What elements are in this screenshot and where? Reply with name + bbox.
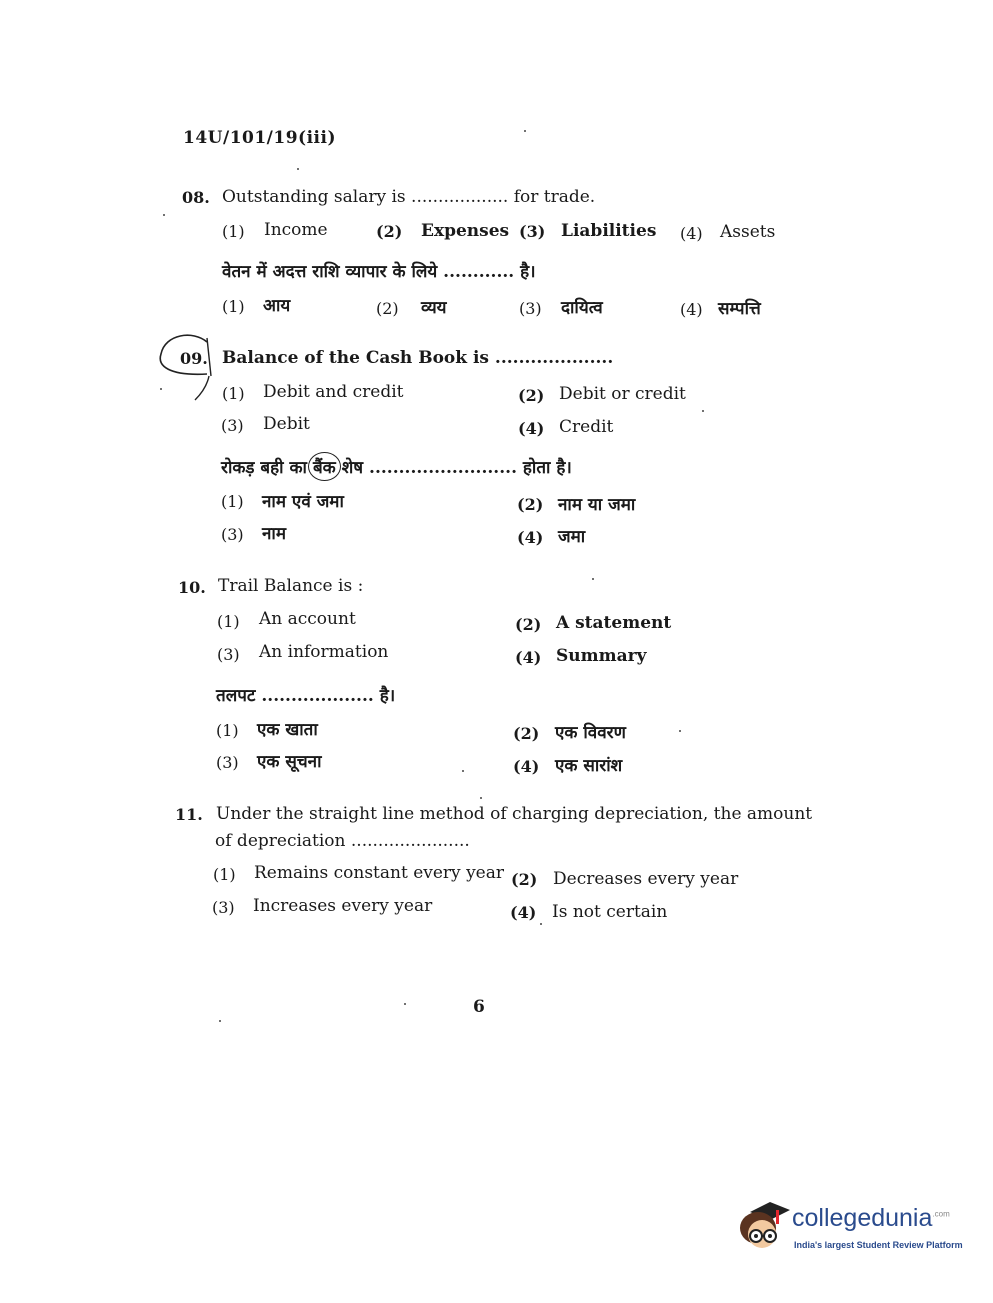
- option-number: (4): [680, 300, 703, 319]
- option-number: (3): [212, 898, 235, 917]
- scan-speck: [160, 388, 162, 390]
- option-text-hindi: एक सूचना: [257, 752, 322, 772]
- scan-speck: [524, 130, 526, 132]
- option-text: Credit: [559, 417, 614, 437]
- option-text: A statement: [556, 613, 672, 633]
- option-text: Increases every year: [253, 896, 433, 916]
- option-number: (1): [213, 865, 236, 884]
- scan-speck: [462, 770, 464, 772]
- option-number: (1): [222, 222, 245, 241]
- hindi-text-after: शेष ......................... होता है।: [341, 458, 572, 478]
- question-text: Balance of the Cash Book is ....................: [222, 348, 614, 368]
- option-text-hindi: एक खाता: [257, 720, 318, 740]
- option-text-hindi: एक सारांश: [555, 756, 623, 776]
- option-text: Decreases every year: [553, 869, 739, 889]
- option-text: Summary: [556, 646, 647, 666]
- question-text-line-2: of depreciation ......................: [215, 831, 470, 851]
- question-text: Trail Balance is :: [218, 576, 364, 596]
- option-number: (4): [510, 903, 537, 922]
- option-text: Liabilities: [561, 221, 657, 241]
- option-text: Debit: [263, 414, 310, 434]
- brand-name: [792, 1204, 950, 1233]
- option-text: Expenses: [421, 221, 510, 241]
- mascot-logo-icon: [736, 1196, 792, 1256]
- scan-speck: [540, 923, 542, 925]
- question-text-hindi: तलपट ................... है।: [216, 686, 396, 706]
- paper-code: 14U/101/19(iii): [183, 128, 337, 148]
- option-number: (4): [513, 757, 540, 776]
- option-number: (1): [221, 492, 244, 511]
- scan-speck: [219, 1020, 221, 1022]
- option-number: (1): [217, 612, 240, 631]
- page-number: 6: [473, 997, 485, 1017]
- circled-word: बैंक: [308, 452, 341, 481]
- option-text: Income: [264, 220, 328, 240]
- brand-label: collegedunia: [792, 1204, 933, 1232]
- option-number: (3): [519, 299, 542, 318]
- option-number: (2): [515, 615, 542, 634]
- scan-speck: [404, 1003, 406, 1005]
- option-text: Remains constant every year: [254, 863, 504, 883]
- option-text-hindi: सम्पत्ति: [718, 299, 761, 319]
- option-text-hindi: आय: [263, 296, 291, 316]
- question-number: 11.: [175, 805, 203, 824]
- option-number: (3): [519, 222, 546, 241]
- question-number: 10.: [178, 578, 206, 597]
- option-text-hindi: नाम या जमा: [558, 495, 636, 515]
- option-number: (2): [511, 870, 538, 889]
- scan-speck: [480, 797, 482, 799]
- scan-speck: [702, 410, 704, 412]
- option-number: (2): [513, 724, 540, 743]
- option-text: An account: [259, 609, 356, 629]
- option-number: (1): [216, 721, 239, 740]
- option-number: (2): [376, 299, 399, 318]
- option-number: (2): [376, 222, 403, 241]
- question-text-line-1: Under the straight line method of charging depreciation, the amount: [216, 804, 813, 824]
- option-number: (4): [515, 648, 542, 667]
- brand-suffix: .com: [932, 1209, 950, 1219]
- option-number: (2): [518, 386, 545, 405]
- question-number: 08.: [182, 188, 210, 207]
- scan-speck: [297, 168, 299, 170]
- option-text: An information: [259, 642, 389, 662]
- option-number: (1): [222, 384, 245, 403]
- question-text: Outstanding salary is .................. for trade.: [222, 187, 596, 207]
- collegedunia-watermark: [736, 1196, 966, 1262]
- option-text: Debit or credit: [559, 384, 686, 404]
- question-text-hindi: [221, 455, 572, 478]
- question-number: 09.: [180, 349, 208, 368]
- option-number: (4): [517, 528, 544, 547]
- option-text-hindi: नाम एवं जमा: [262, 492, 344, 512]
- option-number: (4): [518, 419, 545, 438]
- option-text-hindi: दायित्व: [561, 298, 603, 318]
- hindi-text-before: रोकड़ बही का: [221, 458, 307, 478]
- option-text: Is not certain: [552, 902, 668, 922]
- brand-tagline: India's largest Student Review Platform: [794, 1240, 963, 1250]
- option-text-hindi: व्यय: [421, 298, 447, 318]
- question-text-hindi: वेतन में अदत्त राशि व्यापार के लिये ............ है।: [222, 262, 536, 282]
- scan-speck: [592, 578, 594, 580]
- option-text: Assets: [720, 222, 776, 242]
- option-number: (1): [222, 297, 245, 316]
- option-number: (3): [216, 753, 239, 772]
- option-text: Debit and credit: [263, 382, 404, 402]
- option-number: (3): [221, 416, 244, 435]
- option-number: (2): [517, 495, 544, 514]
- option-text-hindi: जमा: [558, 527, 586, 547]
- scan-speck: [163, 214, 165, 216]
- scan-speck: [679, 730, 681, 732]
- option-number: (4): [680, 224, 703, 243]
- option-number: (3): [221, 525, 244, 544]
- option-text-hindi: एक विवरण: [555, 723, 626, 743]
- option-number: (3): [217, 645, 240, 664]
- option-text-hindi: नाम: [262, 524, 287, 544]
